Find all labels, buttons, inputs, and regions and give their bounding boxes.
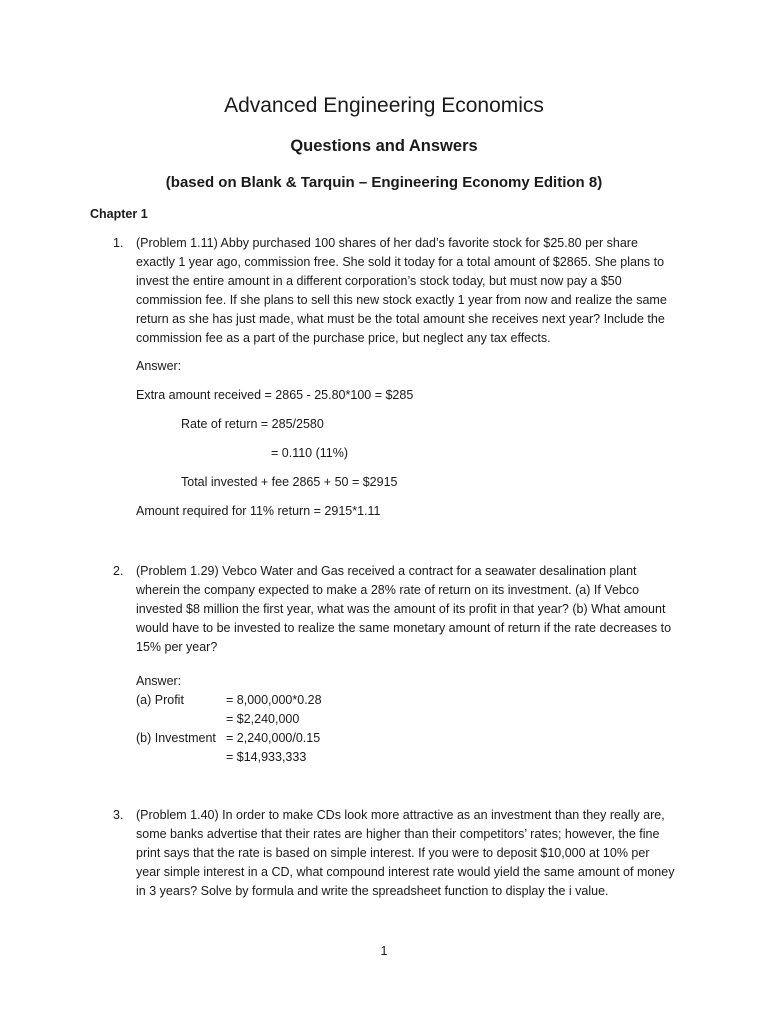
question-1-text: (Problem 1.11) Abby purchased 100 shares of her dad’s favorite stock for $25.80 per share exactly 1 year ago, commission free. She sold it today for a total amount of $2865. She plans to invest the entire amount in a different corporation’s stock today, but must now pay a $50 commission fee. If she plans to sell this new stock exactly 1 year from now and realize the same return as she has just made, what must be the total amount she receives next year? Include the commission fee as a part of the purchase price, but neglect any tax effects. [136, 236, 667, 345]
investment-value: = 2,240,000/0.15 [226, 731, 321, 745]
question-3-number: 3. [113, 808, 124, 822]
investment-value: = $14,933,333 [226, 750, 307, 764]
question-2-number: 2. [113, 564, 124, 578]
question-1-answer-line: Extra amount received = 2865 - 25.80*100 = $285 [136, 388, 414, 402]
document-title: Advanced Engineering Economics [224, 94, 544, 117]
question-1-answer-line: Total invested + fee 2865 + 50 = $2915 [181, 475, 398, 489]
question-3-text: (Problem 1.40) In order to make CDs look more attractive as an investment than they really are, some banks advertise that their rates are higher than their competitors’ rates; however, the fine print says that the rate is based on simple interest. If you were to deposit $10,000 at 10% per year simple interest in a CD, what compound interest rate would yield the same amount of money in 3 years? Solve by formula and write the spreadsheet function to display the i value. [136, 808, 675, 898]
profit-label: (a) Profit [136, 693, 184, 707]
profit-value: = $2,240,000 [226, 712, 300, 726]
page-number: 1 [380, 944, 388, 958]
chapter-heading: Chapter 1 [90, 207, 148, 221]
profit-value: = 8,000,000*0.28 [226, 693, 322, 707]
based-on-note: (based on Blank & Tarquin – Engineering Economy Edition 8) [165, 174, 603, 191]
question-1-answer-line: = 0.110 (11%) [271, 446, 349, 460]
document-subtitle: Questions and Answers [290, 137, 478, 155]
question-1-answer-label: Answer: [136, 359, 182, 373]
question-2-answer-label: Answer: [136, 674, 182, 688]
question-1-number: 1. [113, 236, 124, 250]
question-2-text: (Problem 1.29) Vebco Water and Gas received a contract for a seawater desalination plant wherein the company expected to make a 28% rate of return on its investment. (a) If Vebco invested $8 million the first year, what was the amount of its profit in that year? (b) What amount would have to be invested to realize the same monetary amount of return if the rate decreases to 15% per year? [136, 564, 672, 654]
question-1-answer-line: Amount required for 11% return = 2915*1.11 [136, 504, 381, 518]
investment-label: (b) Investment [136, 731, 216, 745]
question-1-answer-line: Rate of return = 285/2580 [181, 417, 324, 431]
